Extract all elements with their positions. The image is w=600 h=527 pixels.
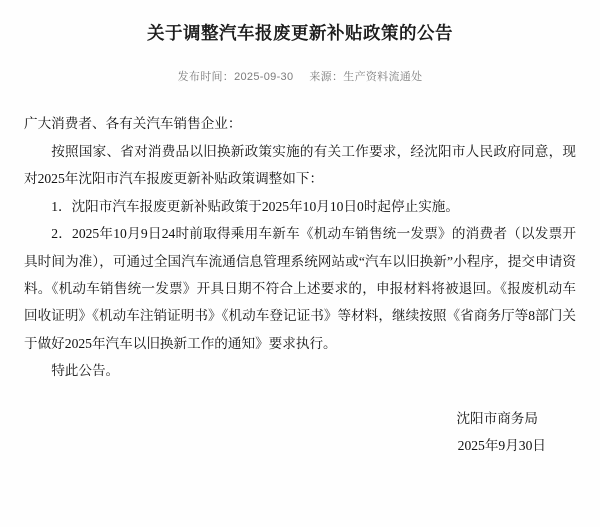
paragraph-2: 1．沈阳市汽车报废更新补贴政策于2025年10月10日0时起停止实施。 xyxy=(51,198,459,214)
source xyxy=(309,71,422,83)
document-body xyxy=(24,110,576,385)
paragraph-1: 按照国家、省对消费品以旧换新政策实施的有关工作要求，经沈阳市人民政府同意，现对2025年沈阳市汽车报废更新补贴政策调整如下： xyxy=(24,143,576,187)
salutation: 广大消费者、各有关汽车销售企业： xyxy=(24,116,242,132)
paragraph-4: 特此公告。 xyxy=(51,363,120,379)
signature-organization: 沈阳市商务局 xyxy=(456,410,538,426)
source-value: 生产资料流通处 xyxy=(343,71,423,84)
page-title: 关于调整汽车报废更新补贴政策的公告 xyxy=(147,23,453,43)
document-meta xyxy=(0,68,600,84)
publish-time xyxy=(178,71,294,83)
publish-time-label: 发布时间： xyxy=(177,71,235,84)
paragraph-3: 2．2025年10月9日24时前取得乘用车新车《机动车销售统一发票》的消费者（以发票开具时间为准），可通过全国汽车流通信息管理系统网站或“汽车以旧换新”小程序，提交申请资料。《机动车销售统一发票》开具日期不符合上述要求的，申报材料将被退回。《报废机动车回收证明》《机动车注销证明书》《机动车登记证书》等材料，继续按照《省商务厅等8部门关于做好2025年汽车以旧换新工作的通知》要求执行。 xyxy=(24,226,576,351)
publish-time-value: 2025-09-30 xyxy=(234,71,294,84)
signature-block xyxy=(0,405,576,459)
source-label: 来源： xyxy=(309,71,344,84)
signature-date: 2025年9月30日 xyxy=(457,437,546,453)
